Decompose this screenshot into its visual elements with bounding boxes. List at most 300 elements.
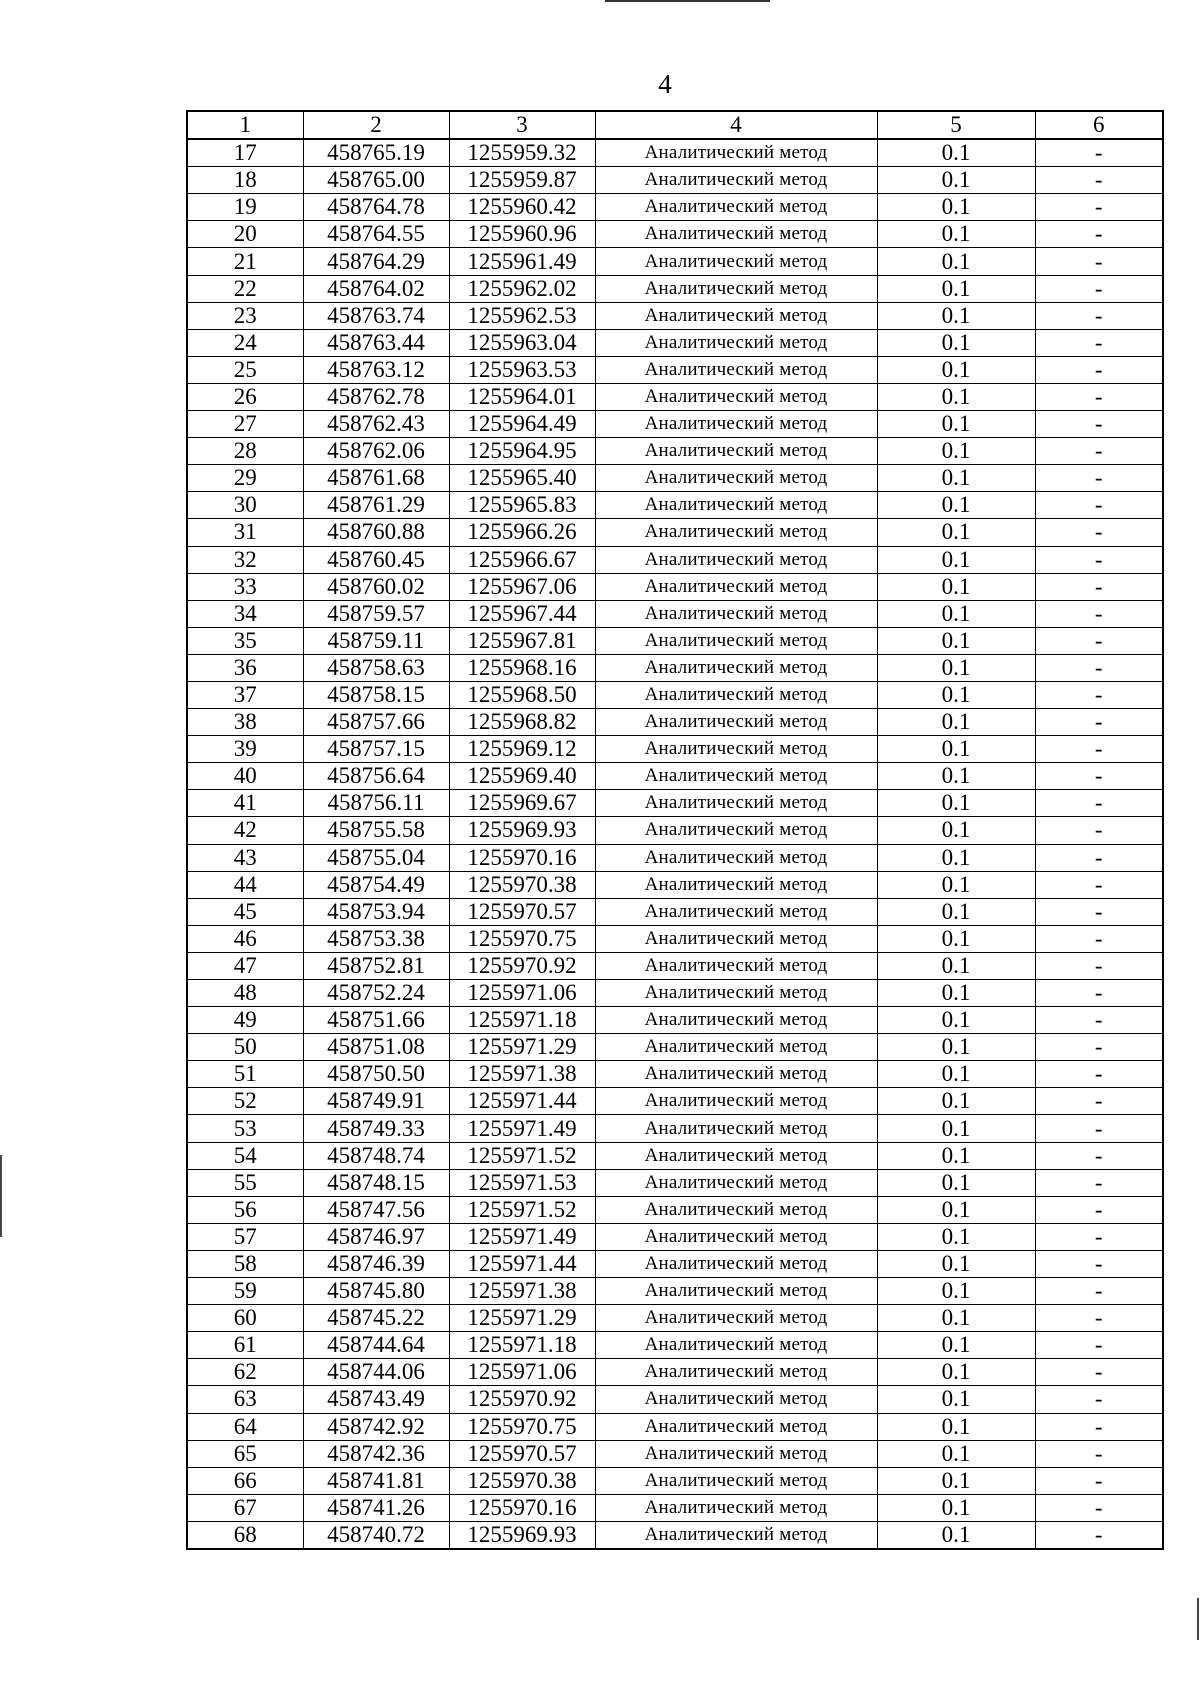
cell-method: Аналитический метод bbox=[595, 925, 877, 952]
cell-x-coordinate: 458755.58 bbox=[303, 817, 449, 844]
cell-point-number: 37 bbox=[187, 681, 303, 708]
cell-x-coordinate: 458760.02 bbox=[303, 573, 449, 600]
cell-accuracy: 0.1 bbox=[877, 1413, 1035, 1440]
cell-note: - bbox=[1035, 1250, 1163, 1277]
cell-point-number: 54 bbox=[187, 1142, 303, 1169]
cell-y-coordinate: 1255964.01 bbox=[449, 383, 595, 410]
cell-x-coordinate: 458745.80 bbox=[303, 1278, 449, 1305]
cell-accuracy: 0.1 bbox=[877, 1142, 1035, 1169]
cell-x-coordinate: 458752.24 bbox=[303, 980, 449, 1007]
cell-x-coordinate: 458748.15 bbox=[303, 1169, 449, 1196]
cell-y-coordinate: 1255961.49 bbox=[449, 248, 595, 275]
table-row bbox=[187, 1223, 1163, 1250]
cell-accuracy: 0.1 bbox=[877, 1440, 1035, 1467]
cell-note: - bbox=[1035, 952, 1163, 979]
cell-accuracy: 0.1 bbox=[877, 573, 1035, 600]
cell-method: Аналитический метод bbox=[595, 654, 877, 681]
table-row bbox=[187, 1115, 1163, 1142]
cell-point-number: 43 bbox=[187, 844, 303, 871]
table-row bbox=[187, 1332, 1163, 1359]
cell-point-number: 17 bbox=[187, 139, 303, 167]
cell-y-coordinate: 1255971.38 bbox=[449, 1278, 595, 1305]
cell-point-number: 61 bbox=[187, 1332, 303, 1359]
table-row bbox=[187, 519, 1163, 546]
cell-y-coordinate: 1255963.53 bbox=[449, 356, 595, 383]
cell-accuracy: 0.1 bbox=[877, 709, 1035, 736]
table-row bbox=[187, 952, 1163, 979]
top-rule bbox=[605, 0, 770, 2]
cell-accuracy: 0.1 bbox=[877, 1494, 1035, 1521]
cell-y-coordinate: 1255971.29 bbox=[449, 1305, 595, 1332]
cell-method: Аналитический метод bbox=[595, 817, 877, 844]
cell-method: Аналитический метод bbox=[595, 1142, 877, 1169]
cell-accuracy: 0.1 bbox=[877, 681, 1035, 708]
table-row bbox=[187, 1413, 1163, 1440]
cell-point-number: 63 bbox=[187, 1386, 303, 1413]
cell-x-coordinate: 458760.45 bbox=[303, 546, 449, 573]
cell-method: Аналитический метод bbox=[595, 763, 877, 790]
cell-x-coordinate: 458762.78 bbox=[303, 383, 449, 410]
cell-y-coordinate: 1255969.12 bbox=[449, 736, 595, 763]
cell-note: - bbox=[1035, 709, 1163, 736]
cell-y-coordinate: 1255970.16 bbox=[449, 1494, 595, 1521]
cell-method: Аналитический метод bbox=[595, 248, 877, 275]
cell-method: Аналитический метод bbox=[595, 1223, 877, 1250]
cell-note: - bbox=[1035, 1007, 1163, 1034]
cell-y-coordinate: 1255971.38 bbox=[449, 1061, 595, 1088]
cell-method: Аналитический метод bbox=[595, 1440, 877, 1467]
cell-x-coordinate: 458757.15 bbox=[303, 736, 449, 763]
cell-y-coordinate: 1255965.40 bbox=[449, 465, 595, 492]
cell-y-coordinate: 1255968.50 bbox=[449, 681, 595, 708]
cell-x-coordinate: 458758.15 bbox=[303, 681, 449, 708]
column-header-5: 5 bbox=[877, 111, 1035, 139]
cell-point-number: 34 bbox=[187, 600, 303, 627]
cell-method: Аналитический метод bbox=[595, 1196, 877, 1223]
column-header-4: 4 bbox=[595, 111, 877, 139]
cell-point-number: 40 bbox=[187, 763, 303, 790]
cell-point-number: 36 bbox=[187, 654, 303, 681]
left-margin-mark bbox=[0, 1155, 2, 1237]
cell-method: Аналитический метод bbox=[595, 519, 877, 546]
cell-accuracy: 0.1 bbox=[877, 383, 1035, 410]
cell-y-coordinate: 1255971.52 bbox=[449, 1196, 595, 1223]
cell-note: - bbox=[1035, 1196, 1163, 1223]
cell-note: - bbox=[1035, 1169, 1163, 1196]
cell-y-coordinate: 1255970.16 bbox=[449, 844, 595, 871]
cell-y-coordinate: 1255963.04 bbox=[449, 329, 595, 356]
cell-method: Аналитический метод bbox=[595, 1007, 877, 1034]
table-row bbox=[187, 600, 1163, 627]
cell-x-coordinate: 458764.02 bbox=[303, 275, 449, 302]
table-row bbox=[187, 492, 1163, 519]
table-row bbox=[187, 139, 1163, 167]
cell-point-number: 53 bbox=[187, 1115, 303, 1142]
cell-y-coordinate: 1255970.38 bbox=[449, 871, 595, 898]
table-row bbox=[187, 167, 1163, 194]
cell-accuracy: 0.1 bbox=[877, 465, 1035, 492]
cell-point-number: 59 bbox=[187, 1278, 303, 1305]
cell-note: - bbox=[1035, 600, 1163, 627]
cell-method: Аналитический метод bbox=[595, 871, 877, 898]
cell-method: Аналитический метод bbox=[595, 1359, 877, 1386]
cell-note: - bbox=[1035, 1305, 1163, 1332]
cell-note: - bbox=[1035, 167, 1163, 194]
cell-x-coordinate: 458752.81 bbox=[303, 952, 449, 979]
cell-point-number: 49 bbox=[187, 1007, 303, 1034]
cell-x-coordinate: 458748.74 bbox=[303, 1142, 449, 1169]
cell-point-number: 24 bbox=[187, 329, 303, 356]
cell-x-coordinate: 458755.04 bbox=[303, 844, 449, 871]
table-row bbox=[187, 1250, 1163, 1277]
cell-accuracy: 0.1 bbox=[877, 763, 1035, 790]
cell-x-coordinate: 458744.64 bbox=[303, 1332, 449, 1359]
cell-method: Аналитический метод bbox=[595, 1169, 877, 1196]
cell-method: Аналитический метод bbox=[595, 329, 877, 356]
cell-method: Аналитический метод bbox=[595, 1332, 877, 1359]
cell-x-coordinate: 458746.39 bbox=[303, 1250, 449, 1277]
cell-method: Аналитический метод bbox=[595, 952, 877, 979]
cell-x-coordinate: 458760.88 bbox=[303, 519, 449, 546]
cell-x-coordinate: 458744.06 bbox=[303, 1359, 449, 1386]
cell-note: - bbox=[1035, 1278, 1163, 1305]
cell-point-number: 31 bbox=[187, 519, 303, 546]
cell-point-number: 68 bbox=[187, 1521, 303, 1549]
cell-method: Аналитический метод bbox=[595, 194, 877, 221]
cell-y-coordinate: 1255964.95 bbox=[449, 438, 595, 465]
cell-point-number: 44 bbox=[187, 871, 303, 898]
cell-note: - bbox=[1035, 1115, 1163, 1142]
table-row bbox=[187, 1088, 1163, 1115]
cell-note: - bbox=[1035, 1332, 1163, 1359]
cell-method: Аналитический метод bbox=[595, 627, 877, 654]
cell-x-coordinate: 458749.91 bbox=[303, 1088, 449, 1115]
cell-y-coordinate: 1255967.81 bbox=[449, 627, 595, 654]
cell-accuracy: 0.1 bbox=[877, 329, 1035, 356]
cell-accuracy: 0.1 bbox=[877, 1007, 1035, 1034]
cell-method: Аналитический метод bbox=[595, 1250, 877, 1277]
cell-y-coordinate: 1255970.75 bbox=[449, 1413, 595, 1440]
cell-method: Аналитический метод bbox=[595, 681, 877, 708]
cell-y-coordinate: 1255971.06 bbox=[449, 1359, 595, 1386]
cell-point-number: 56 bbox=[187, 1196, 303, 1223]
table-row bbox=[187, 709, 1163, 736]
cell-accuracy: 0.1 bbox=[877, 1088, 1035, 1115]
cell-method: Аналитический метод bbox=[595, 1278, 877, 1305]
cell-x-coordinate: 458746.97 bbox=[303, 1223, 449, 1250]
cell-y-coordinate: 1255971.06 bbox=[449, 980, 595, 1007]
cell-method: Аналитический метод bbox=[595, 1521, 877, 1549]
table-row bbox=[187, 736, 1163, 763]
cell-x-coordinate: 458761.29 bbox=[303, 492, 449, 519]
cell-y-coordinate: 1255971.49 bbox=[449, 1115, 595, 1142]
cell-accuracy: 0.1 bbox=[877, 438, 1035, 465]
cell-accuracy: 0.1 bbox=[877, 139, 1035, 167]
cell-point-number: 25 bbox=[187, 356, 303, 383]
cell-note: - bbox=[1035, 356, 1163, 383]
cell-y-coordinate: 1255968.82 bbox=[449, 709, 595, 736]
cell-accuracy: 0.1 bbox=[877, 221, 1035, 248]
column-header-1: 1 bbox=[187, 111, 303, 139]
cell-point-number: 23 bbox=[187, 302, 303, 329]
cell-y-coordinate: 1255966.26 bbox=[449, 519, 595, 546]
cell-y-coordinate: 1255970.57 bbox=[449, 1440, 595, 1467]
cell-note: - bbox=[1035, 790, 1163, 817]
cell-note: - bbox=[1035, 546, 1163, 573]
cell-accuracy: 0.1 bbox=[877, 817, 1035, 844]
cell-y-coordinate: 1255968.16 bbox=[449, 654, 595, 681]
cell-y-coordinate: 1255970.38 bbox=[449, 1467, 595, 1494]
cell-accuracy: 0.1 bbox=[877, 1359, 1035, 1386]
cell-x-coordinate: 458743.49 bbox=[303, 1386, 449, 1413]
cell-note: - bbox=[1035, 221, 1163, 248]
cell-x-coordinate: 458754.49 bbox=[303, 871, 449, 898]
cell-accuracy: 0.1 bbox=[877, 952, 1035, 979]
cell-point-number: 52 bbox=[187, 1088, 303, 1115]
cell-y-coordinate: 1255959.32 bbox=[449, 139, 595, 167]
cell-note: - bbox=[1035, 573, 1163, 600]
cell-method: Аналитический метод bbox=[595, 844, 877, 871]
cell-note: - bbox=[1035, 654, 1163, 681]
cell-y-coordinate: 1255970.75 bbox=[449, 925, 595, 952]
table-row bbox=[187, 329, 1163, 356]
table-row bbox=[187, 248, 1163, 275]
cell-accuracy: 0.1 bbox=[877, 1386, 1035, 1413]
cell-y-coordinate: 1255964.49 bbox=[449, 411, 595, 438]
cell-point-number: 58 bbox=[187, 1250, 303, 1277]
cell-x-coordinate: 458759.11 bbox=[303, 627, 449, 654]
cell-accuracy: 0.1 bbox=[877, 1196, 1035, 1223]
cell-note: - bbox=[1035, 627, 1163, 654]
cell-accuracy: 0.1 bbox=[877, 736, 1035, 763]
column-header-3: 3 bbox=[449, 111, 595, 139]
cell-x-coordinate: 458747.56 bbox=[303, 1196, 449, 1223]
cell-y-coordinate: 1255962.53 bbox=[449, 302, 595, 329]
cell-note: - bbox=[1035, 1467, 1163, 1494]
table-row bbox=[187, 275, 1163, 302]
table-row bbox=[187, 1440, 1163, 1467]
cell-method: Аналитический метод bbox=[595, 1115, 877, 1142]
cell-note: - bbox=[1035, 844, 1163, 871]
cell-point-number: 38 bbox=[187, 709, 303, 736]
cell-accuracy: 0.1 bbox=[877, 1223, 1035, 1250]
column-header-6: 6 bbox=[1035, 111, 1163, 139]
table-row bbox=[187, 925, 1163, 952]
cell-accuracy: 0.1 bbox=[877, 167, 1035, 194]
table-row bbox=[187, 1169, 1163, 1196]
cell-point-number: 57 bbox=[187, 1223, 303, 1250]
cell-note: - bbox=[1035, 925, 1163, 952]
table-row bbox=[187, 356, 1163, 383]
cell-accuracy: 0.1 bbox=[877, 519, 1035, 546]
cell-method: Аналитический метод bbox=[595, 356, 877, 383]
cell-point-number: 55 bbox=[187, 1169, 303, 1196]
cell-method: Аналитический метод bbox=[595, 492, 877, 519]
cell-note: - bbox=[1035, 275, 1163, 302]
cell-point-number: 26 bbox=[187, 383, 303, 410]
cell-y-coordinate: 1255971.52 bbox=[449, 1142, 595, 1169]
cell-point-number: 19 bbox=[187, 194, 303, 221]
cell-y-coordinate: 1255970.57 bbox=[449, 898, 595, 925]
table-row bbox=[187, 1467, 1163, 1494]
cell-method: Аналитический метод bbox=[595, 383, 877, 410]
cell-method: Аналитический метод bbox=[595, 1088, 877, 1115]
cell-note: - bbox=[1035, 1061, 1163, 1088]
cell-method: Аналитический метод bbox=[595, 980, 877, 1007]
table-row bbox=[187, 817, 1163, 844]
cell-note: - bbox=[1035, 871, 1163, 898]
page-number: 4 bbox=[658, 69, 672, 99]
cell-accuracy: 0.1 bbox=[877, 1521, 1035, 1549]
cell-point-number: 51 bbox=[187, 1061, 303, 1088]
cell-x-coordinate: 458742.36 bbox=[303, 1440, 449, 1467]
cell-y-coordinate: 1255970.92 bbox=[449, 952, 595, 979]
cell-y-coordinate: 1255971.18 bbox=[449, 1332, 595, 1359]
cell-y-coordinate: 1255971.49 bbox=[449, 1223, 595, 1250]
cell-method: Аналитический метод bbox=[595, 1386, 877, 1413]
cell-note: - bbox=[1035, 1142, 1163, 1169]
cell-point-number: 29 bbox=[187, 465, 303, 492]
table-row bbox=[187, 221, 1163, 248]
cell-y-coordinate: 1255970.92 bbox=[449, 1386, 595, 1413]
cell-accuracy: 0.1 bbox=[877, 1250, 1035, 1277]
cell-method: Аналитический метод bbox=[595, 1494, 877, 1521]
cell-note: - bbox=[1035, 194, 1163, 221]
cell-note: - bbox=[1035, 519, 1163, 546]
cell-x-coordinate: 458740.72 bbox=[303, 1521, 449, 1549]
cell-x-coordinate: 458756.11 bbox=[303, 790, 449, 817]
cell-method: Аналитический метод bbox=[595, 1061, 877, 1088]
cell-point-number: 28 bbox=[187, 438, 303, 465]
cell-point-number: 67 bbox=[187, 1494, 303, 1521]
cell-y-coordinate: 1255969.93 bbox=[449, 1521, 595, 1549]
cell-y-coordinate: 1255971.44 bbox=[449, 1250, 595, 1277]
cell-accuracy: 0.1 bbox=[877, 1034, 1035, 1061]
cell-note: - bbox=[1035, 1088, 1163, 1115]
cell-note: - bbox=[1035, 302, 1163, 329]
cell-x-coordinate: 458765.00 bbox=[303, 167, 449, 194]
cell-y-coordinate: 1255967.06 bbox=[449, 573, 595, 600]
cell-point-number: 64 bbox=[187, 1413, 303, 1440]
cell-accuracy: 0.1 bbox=[877, 275, 1035, 302]
cell-x-coordinate: 458758.63 bbox=[303, 654, 449, 681]
cell-note: - bbox=[1035, 681, 1163, 708]
cell-note: - bbox=[1035, 1521, 1163, 1549]
cell-x-coordinate: 458765.19 bbox=[303, 139, 449, 167]
cell-method: Аналитический метод bbox=[595, 275, 877, 302]
cell-method: Аналитический метод bbox=[595, 1413, 877, 1440]
cell-accuracy: 0.1 bbox=[877, 1115, 1035, 1142]
table-body bbox=[187, 139, 1163, 1549]
table-row bbox=[187, 383, 1163, 410]
cell-note: - bbox=[1035, 248, 1163, 275]
cell-method: Аналитический метод bbox=[595, 1305, 877, 1332]
cell-point-number: 42 bbox=[187, 817, 303, 844]
cell-x-coordinate: 458764.29 bbox=[303, 248, 449, 275]
cell-note: - bbox=[1035, 383, 1163, 410]
cell-accuracy: 0.1 bbox=[877, 627, 1035, 654]
cell-method: Аналитический метод bbox=[595, 736, 877, 763]
cell-note: - bbox=[1035, 736, 1163, 763]
cell-method: Аналитический метод bbox=[595, 139, 877, 167]
table-row bbox=[187, 627, 1163, 654]
cell-x-coordinate: 458751.08 bbox=[303, 1034, 449, 1061]
cell-accuracy: 0.1 bbox=[877, 1169, 1035, 1196]
cell-point-number: 45 bbox=[187, 898, 303, 925]
cell-x-coordinate: 458756.64 bbox=[303, 763, 449, 790]
cell-accuracy: 0.1 bbox=[877, 194, 1035, 221]
cell-method: Аналитический метод bbox=[595, 438, 877, 465]
cell-method: Аналитический метод bbox=[595, 573, 877, 600]
cell-accuracy: 0.1 bbox=[877, 492, 1035, 519]
cell-y-coordinate: 1255969.67 bbox=[449, 790, 595, 817]
table-row bbox=[187, 1305, 1163, 1332]
cell-accuracy: 0.1 bbox=[877, 898, 1035, 925]
cell-accuracy: 0.1 bbox=[877, 411, 1035, 438]
cell-x-coordinate: 458750.50 bbox=[303, 1061, 449, 1088]
cell-accuracy: 0.1 bbox=[877, 654, 1035, 681]
table-row bbox=[187, 844, 1163, 871]
cell-note: - bbox=[1035, 1223, 1163, 1250]
table-row bbox=[187, 1386, 1163, 1413]
cell-y-coordinate: 1255971.53 bbox=[449, 1169, 595, 1196]
table-row bbox=[187, 790, 1163, 817]
table-row bbox=[187, 871, 1163, 898]
cell-accuracy: 0.1 bbox=[877, 1332, 1035, 1359]
cell-note: - bbox=[1035, 139, 1163, 167]
cell-x-coordinate: 458753.38 bbox=[303, 925, 449, 952]
cell-x-coordinate: 458742.92 bbox=[303, 1413, 449, 1440]
cell-note: - bbox=[1035, 763, 1163, 790]
table-row bbox=[187, 980, 1163, 1007]
cell-y-coordinate: 1255969.93 bbox=[449, 817, 595, 844]
cell-note: - bbox=[1035, 1359, 1163, 1386]
cell-point-number: 41 bbox=[187, 790, 303, 817]
cell-accuracy: 0.1 bbox=[877, 844, 1035, 871]
cell-y-coordinate: 1255960.96 bbox=[449, 221, 595, 248]
cell-note: - bbox=[1035, 492, 1163, 519]
cell-accuracy: 0.1 bbox=[877, 302, 1035, 329]
cell-method: Аналитический метод bbox=[595, 1034, 877, 1061]
header-row bbox=[187, 111, 1163, 139]
cell-accuracy: 0.1 bbox=[877, 600, 1035, 627]
cell-point-number: 30 bbox=[187, 492, 303, 519]
table-row bbox=[187, 1061, 1163, 1088]
cell-method: Аналитический метод bbox=[595, 1467, 877, 1494]
table-row bbox=[187, 465, 1163, 492]
cell-x-coordinate: 458763.44 bbox=[303, 329, 449, 356]
cell-point-number: 35 bbox=[187, 627, 303, 654]
table-row bbox=[187, 898, 1163, 925]
cell-y-coordinate: 1255971.18 bbox=[449, 1007, 595, 1034]
cell-x-coordinate: 458762.43 bbox=[303, 411, 449, 438]
cell-accuracy: 0.1 bbox=[877, 925, 1035, 952]
cell-x-coordinate: 458751.66 bbox=[303, 1007, 449, 1034]
cell-point-number: 66 bbox=[187, 1467, 303, 1494]
cell-accuracy: 0.1 bbox=[877, 980, 1035, 1007]
cell-x-coordinate: 458764.78 bbox=[303, 194, 449, 221]
cell-y-coordinate: 1255959.87 bbox=[449, 167, 595, 194]
cell-point-number: 18 bbox=[187, 167, 303, 194]
cell-point-number: 46 bbox=[187, 925, 303, 952]
cell-x-coordinate: 458763.74 bbox=[303, 302, 449, 329]
cell-method: Аналитический метод bbox=[595, 790, 877, 817]
table-row bbox=[187, 1034, 1163, 1061]
cell-x-coordinate: 458763.12 bbox=[303, 356, 449, 383]
cell-method: Аналитический метод bbox=[595, 302, 877, 329]
cell-point-number: 39 bbox=[187, 736, 303, 763]
cell-x-coordinate: 458741.81 bbox=[303, 1467, 449, 1494]
